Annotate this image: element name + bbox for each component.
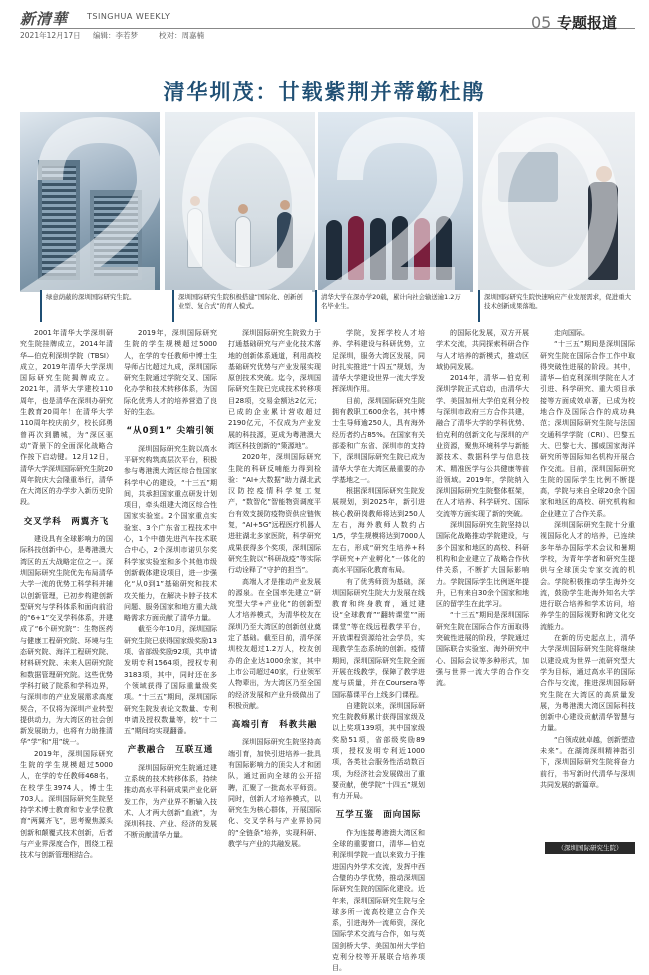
paragraph: 自建院以来，深圳国际研究生院教师累计获得国家级及以上奖项139项，其中国家级奖励51项，省部级奖励89项，授权发明专利近1000项，各类社会服务性活动数百项，为经济社会发展做出了重要贡献，使学院“十四五”规划有力开局。 (332, 701, 425, 801)
paragraph: “十三五”期间是深圳国际研究生院在国际合作方面取得突破性进展的阶段，学院通过国际联合实验室、海外研究中心、国际会议等多种形式，加强与世界一流大学的合作交流。 (436, 611, 529, 688)
paragraph: 的国际化发展，双方开展学术交流，共同探索科研合作与人才培养的新模式，推动区域协同发展。 (436, 329, 529, 371)
article-headline: 清华圳茂：廿载紫荆并蒂簕杜鹃 (163, 79, 486, 104)
text-column-6 (540, 328, 635, 838)
text-column-2 (124, 328, 217, 838)
paragraph: 2001年清华大学深圳研究生院挂牌成立，2014年清华—伯克利深圳学院（TBSI）成立，2019年清华大学深圳国际研究生院揭牌成立。2021年，清华大学建校110周年，也是清华在深圳办研究生教育20周年！在清华大学110周年校庆前夕，校长邱勇曾再次到鹏城，为“深区驱动”背景下的全面深化战略合作按下启动键。12月12日，清华大学深圳国际研究生院20周年院庆大会隆重举行，清华在大湾区的办学步入新历史阶段。 (20, 329, 113, 507)
paragraph: “白领成就卓越，创新塑造未来”。在湖湾深圳精神指引下，深圳国际研究生院将奋力前行，书写新时代清华与深圳共同发展的新篇章。 (540, 735, 635, 789)
paragraph: 2019年，深圳国际研究生院的学生规模超过5000人，在学的专任教师中博士生导师占比超过九成，深圳国际研究生院通过学院交叉、国际化办学和技术转移体系，为国际化优秀人才的培养营造了良好的生态。 (124, 329, 217, 417)
photo-caption: 深圳国际研究生院快速响应产业发展需求，促进重大技术创新成果落地。 (478, 290, 635, 322)
page-number: 05 (531, 13, 552, 32)
issue-date: 2021年12月17日 (20, 31, 81, 40)
paragraph: 2019年，深圳国际研究生院的学生规模超过5000人，在学的专任教师468名，在校学生3974人，博士生703人。深圳国际研究生院坚持学术博士教育和专业学位教育“两翼齐飞”，思考聚焦源头创新和颠覆式技术创新，后者与产业界深度合作，围绕工程技术与创新管理相结合。 (20, 749, 113, 860)
paragraph: 根据深圳国际研究生院发展规划，到2025年，新引进核心教研岗教师将达到250人左右，海外教师人数约占1/5，学生规模将达到7000人左右，形成“研究生培养+科学研究+产业孵化”一体化的高水平国际化教育布局。 (332, 487, 425, 575)
paragraph: 有了优秀师资为基础，深圳国际研究生院大力发展在线教育和终身教育，通过建设“全球教育”“翻转课堂”“雨课堂”等在线远程教学平台，开放课程资源给社会学员，实现教学生态系统的创新。疫情期间，深圳国际研究生院全面开展在线教学，保障了教学进度与质量，并在Coursera等国际慕课平台上线多门课程。 (332, 577, 425, 699)
editor-credit: 编辑：李若梦 (93, 31, 138, 40)
brand-english-name: TSINGHUA WEEKLY (87, 12, 171, 21)
paragraph: 2014年，清华—伯克利深圳学院正式启动，由清华大学、美国加州大学伯克利分校与深圳市政府三方合作共建，融合了清华大学的学科优势、伯克利的创新文化与深圳的产业资源，聚焦环境科学与新能源技术、数据科学与信息技术、精准医学与公共健康等前沿领域。2019年，学院纳入深圳国际研究生院整体框架，在人才培养、科学研究、国际交流等方面实现了新的突破。 (436, 374, 529, 518)
paragraph: 2020年，深圳国际研究生院的科研反哺能力得到检验：“AI+大数据”助力湖北武汉防控疫情科学复工复产，“数智化”智能物资调度平台有效支援防疫物资供应链恢复，“AI+5G”远程医疗机器人进驻湖北多家医院，科学研究成果获得多个奖项，深圳国际研究生院以“科研战疫”等实际行动诠释了“守护的担当”。 (228, 453, 321, 575)
paragraph: 走向国际。 (554, 329, 589, 337)
paragraph: 截至今年10月，深圳国际研究生院已获得国家级奖励13项、省部级奖励92项，共申请发明专利1564项，授权专利3183项，其中，同时还在多个领域获得了国际重量级奖项。“十三五”期间，深圳国际研究生院发表论文数量、专利申请及授权数量等，较“十二五”期间均实现翻番。 (124, 625, 217, 736)
source-tag: （深圳国际研究生院） (545, 842, 635, 854)
paragraph: 深圳国际研究生院坚持以国际化战略推动学院建设，与多个国家和地区的高校、科研机构和企业建立了战略合作伙伴关系，不断扩大国际影响力。学院国际学生比例逐年提升，已有来自30余个国家和地区的留学生在此学习。 (436, 521, 529, 609)
masthead (20, 6, 635, 40)
paragraph: 在新的历史起点上，清华大学深圳国际研究生院将继续以建设成为世界一流研究型大学为目标，通过高水平的国际合作与交流，推进深圳国际研究生院在大湾区的高质量发展，为粤港澳大湾区国际科技创新中心建设贡献清华智慧与力量。 (540, 634, 635, 733)
text-column-4 (332, 328, 425, 973)
photo-caption: 绿意荫蔽的深圳国际研究生院。 (40, 290, 175, 322)
subheading: “从0到1” 尖端引领 (126, 426, 215, 437)
subheading: 交叉学科 两翼齐飞 (23, 516, 110, 527)
paragraph: “十三五”期间是深圳国际研究生院在国际合作工作中取得突破性进展的阶段。其中，清华—伯克利深圳学院在人才引进、科学研究、重大项目承接等方面成效卓著，已成为校地合作及国际合作的成功典范；深圳国际研究生院与法国交通科学学院（CRI）、巴黎五大、巴黎七大、挪威国家海洋研究所等国际知名机构开展合作交流。目前，深圳国际研究生院的国际学生比例不断提高，学院与来自全球20余个国家和地区的高校、研究机构和企业建立了合作关系。 (540, 340, 635, 518)
article-body (20, 328, 635, 973)
text-column-1 (20, 328, 113, 860)
photo-caption: 深圳国际研究生院积极搭建“国际化、创新创业型、复合式”的育人模式。 (172, 290, 312, 322)
section-title: 专题报道 (557, 14, 618, 32)
subheading: 互学互鉴 面向国际 (335, 810, 422, 821)
paragraph: 深圳国际研究生院十分重视国际化人才的培养，已连续多年举办国际学术会议和暑期学校，为青年学者和研究生提供与全球顶尖专家交流的机会。学院积极推动学生海外交流，鼓励学生赴海外知名大学进行联合培养和学术访问，培养学生的国际视野和跨文化交流能力。 (540, 521, 635, 631)
paragraph: 深圳国际研究生院坚持高端引育，加快引进培养一批具有国际影响力的顶尖人才和团队，通过面向全球的公开招聘，汇聚了一批高水平师资。同时，创新人才培养模式，以研究生为核心群体，开展国际化、交叉学科与产业界协同的“全链条”培养，实现科研、教学与产业的共融发展。 (228, 738, 321, 849)
photo-caption: 清华大学在深办学20载，累计向社会输送逾1.2万名毕业生。 (315, 290, 470, 322)
proofreader-credit: 校对：周嘉楠 (159, 31, 204, 40)
photo-banner (20, 112, 635, 324)
paragraph: 深圳国际研究生院致力于打通基础研究与产业化技术落地的创新体系通道，利用高校基础研究优势与产业发展实现原创技术突破。迄今，深圳国际研究生院已完成技术转移项目28项，交易金额达2亿元；已成的企业累计营收超过2190亿元，不仅成为产业发展的科技源，更成为粤港澳大湾区科技创新的“策源地”。 (228, 329, 321, 450)
newspaper-logo: 新清華 (20, 10, 69, 28)
subheading: 高端引育 科教共融 (231, 720, 318, 731)
paragraph: 作为连接粤港澳大湾区和全球的重要窗口，清华—伯克利深圳学院一直以来致力于推进国内外学术交流，发挥中西合璧的办学优势，推动深圳国际研究生院的国际化建设。近年来，深圳国际研究生院与全球多所一流高校建立合作关系，引进海外一流师资，深化国际学术交流与合作，如与英国剑桥大学、美国加州大学伯克利分校等开展联合培养项目。 (332, 828, 425, 973)
text-column-5 (436, 328, 529, 838)
paragraph: 学院，发挥学校人才培养、学科建设与科研优势，立足深圳，服务大湾区发展，同时扎实推进“十四五”规划，为清华大学建设世界一流大学发挥深圳作用。 (332, 329, 425, 394)
paragraph: 目前，深圳国际研究生院拥有教职工600余名，其中博士生导师逾250人，具有海外经历者约占85%。在国家有关部委和广东省、深圳市的支持下，深圳国际研究生院已成为清华大学在大湾区最重要的办学基地之一。 (332, 396, 425, 484)
paragraph: 高端人才是推动产业发展的源泉。在全国率先建立“研究型大学+产业化”的创新型人才培养模式，为清华校友在深圳乃至大湾区的创新创业奠定了基础。截至目前，清华深圳校友超过1.2万人，校友创办的企业达1000余家，其中上市公司超过40家，行业领军人物辈出，为大湾区乃至全国的经济发展和产业升级做出了积极贡献。 (228, 577, 321, 710)
subheading: 产教融合 互联互通 (127, 745, 214, 756)
paragraph: 建设具有全球影响力的国际科技创新中心，是粤港澳大湾区的五大战略定位之一。深圳国际研究生院优先布局清华大学一流的优势工科学科并辅以创新管理，已初步构建创新型研究与学科体系和面向前沿的“6+1”交叉学科体系，并建成了“6个研究院”：生物医药与健康工程研究院、环境与生态研究院、海洋工程研究院、材料研究院、未来人居研究院和数据管理研究院。这些优势学科打破了院系和学科边界，与深圳市的产业发展需求高度契合，不仅将为深圳产业转型提供动力，为大湾区的社会创新发展助力，也将有力助推清华“学”和“用”统一。 (20, 535, 113, 747)
anniversary-20-graphic (30, 120, 630, 290)
text-column-3 (228, 328, 321, 849)
paragraph: 深圳国际研究生院通过建立系统的技术转移体系，持续推动高水平科研成果产业化研发工作，为产业界不断输入技术、人才两大创新“血液”，为深圳科技、产业、经济的发展不断贡献清华力量。 (124, 763, 217, 840)
paragraph: 深圳国际研究生院以高水平研究构筑高层次平台，积极参与粤港澳大湾区综合性国家科学中心的建设，“十三五”期间，共承担国家重点研发计划项目，牵头组建大湾区综合性国家实验室。2个国家重点实验室、3个广东省工程技术中心，1个中德先进汽车技术联合中心，2个深圳市诺贝尔奖科学家实验室和多个其他市级创新载体建设项目，进一步强化“从0到1”基础研究和技术攻关能力，在解决卡脖子技术问题、服务国家和地方重大战略需求方面贡献了清华力量。 (124, 444, 217, 623)
